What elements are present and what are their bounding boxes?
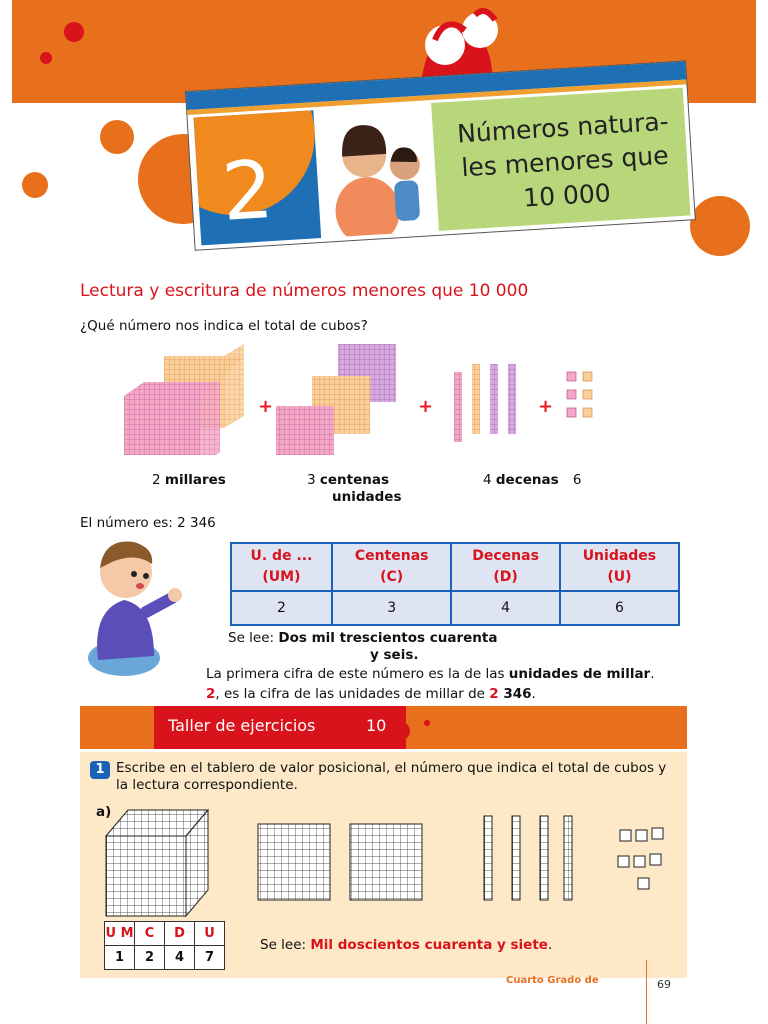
table-cell: 7 [195, 946, 225, 970]
table-cell: 4 [165, 946, 195, 970]
explanation-line-1: La primera cifra de este número es la de las unidades de millar. [206, 666, 655, 682]
table-header: C [135, 922, 165, 946]
ten-rod [564, 816, 572, 900]
table-row [231, 591, 679, 625]
question-text: ¿Qué número nos indica el total de cubos? [80, 318, 368, 334]
footer-divider [646, 960, 647, 1024]
table-cell: 2 [231, 591, 332, 625]
hundreds-label: 3 centenas [307, 472, 390, 488]
table-cell: 4 [451, 591, 559, 625]
table-header: Centenas (C) [332, 543, 451, 591]
ten-rod [540, 816, 548, 900]
deco-circle [690, 196, 750, 256]
exercise-instruction: Escribe en el tablero de valor posicional, el número que indica el total de cubos y la lectura correspondiente. [116, 760, 667, 793]
table-header: U M [105, 922, 135, 946]
table-header: U. de ... (UM) [231, 543, 332, 591]
ten-rod [490, 364, 498, 434]
kids-photo [321, 103, 435, 237]
place-value-table [230, 542, 680, 626]
chapter-number-panel [194, 110, 322, 245]
boy-illustration [80, 540, 186, 678]
chapter-title-box [186, 61, 695, 249]
deco-circle [100, 120, 134, 154]
ten-rod [472, 364, 480, 434]
table-cell: 3 [332, 591, 451, 625]
ten-rod [484, 816, 492, 900]
deco-circle [424, 720, 430, 726]
reading-line: Se lee: Dos mil trescientos cuarenta [228, 630, 498, 646]
deco-circle [392, 722, 410, 740]
hundred-flat [276, 406, 334, 455]
ten-rod [454, 372, 462, 442]
table-header: U [195, 922, 225, 946]
table-header: Unidades (U) [560, 543, 679, 591]
units-label: unidades [332, 489, 402, 505]
table-row [105, 946, 225, 970]
table-header-row [105, 922, 225, 946]
tens-label: 4 decenas 6 [483, 472, 582, 488]
thousand-cube [106, 810, 208, 916]
hundred-flat [350, 824, 422, 900]
table-header: D [165, 922, 195, 946]
thousands-label: 2 millares [152, 472, 226, 488]
unit-cubes [618, 828, 663, 889]
table-cell: 2 [135, 946, 165, 970]
hundred-flat [258, 824, 330, 900]
thousand-cube [124, 382, 220, 455]
exercise-blocks [100, 808, 680, 918]
exercise-item-label: a) [96, 804, 112, 820]
number-statement: El número es: 2 346 [80, 515, 216, 531]
ten-rod [508, 364, 516, 434]
deco-circle [40, 52, 52, 64]
exercise-reading: Se lee: Mil doscientos cuarenta y siete. [260, 937, 553, 953]
deco-circle [22, 172, 48, 198]
plus-sign: + [258, 396, 274, 417]
table-header: Decenas (D) [451, 543, 559, 591]
table-header-row [231, 543, 679, 591]
taller-title: Taller de ejercicios [168, 716, 316, 735]
exercise-place-value-table [104, 921, 225, 970]
unit-cubes [567, 372, 592, 417]
deco-circle [64, 22, 84, 42]
table-cell: 6 [560, 591, 679, 625]
plus-sign: + [418, 396, 434, 417]
page-number: 69 [657, 978, 671, 991]
footer-grade: Cuarto Grado de [506, 975, 599, 986]
exercise-badge: 1 [90, 761, 110, 779]
section-title: Lectura y escritura de números menores que 10 000 [80, 281, 529, 301]
title-panel [431, 88, 690, 231]
table-cell: 1 [105, 946, 135, 970]
reading-line-2: y seis. [370, 647, 419, 663]
chapter-number: 2 [219, 142, 276, 239]
taller-number: 10 [366, 716, 387, 735]
explanation-line-2: 2, es la cifra de las unidades de millar de 2 346. [206, 686, 536, 702]
plus-sign: + [538, 396, 554, 417]
ten-rod [512, 816, 520, 900]
chapter-title: Números natura- les menores que 10 000 [456, 106, 670, 213]
